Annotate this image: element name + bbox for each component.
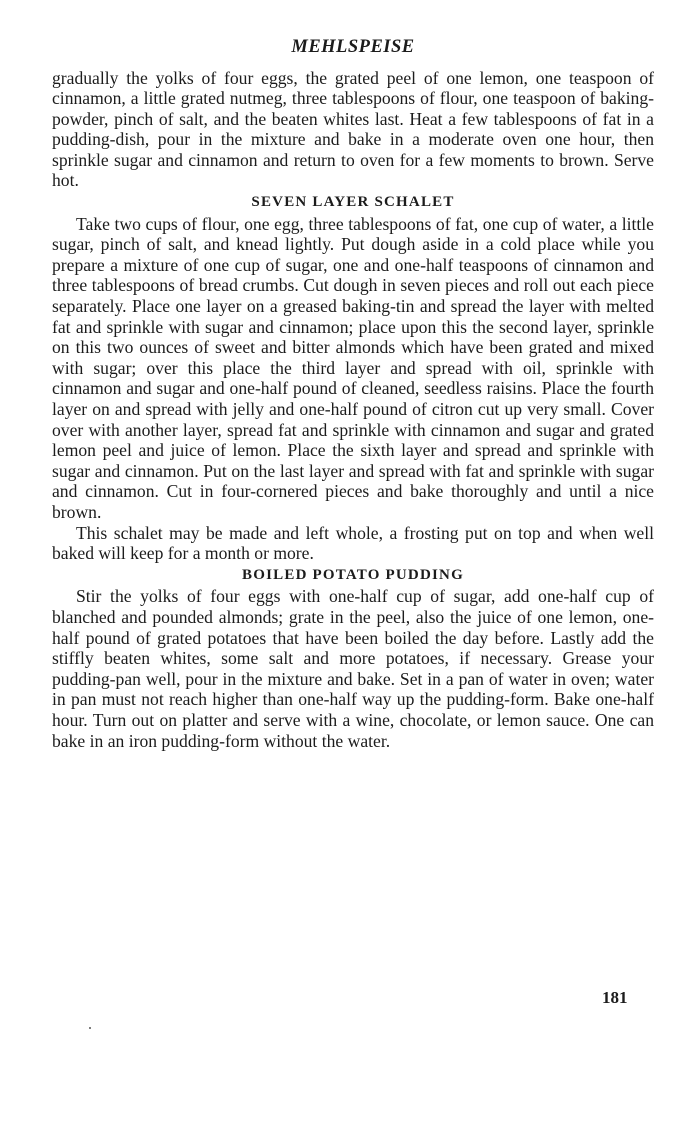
ink-speck [89, 1027, 91, 1029]
recipe-paragraph: This schalet may be made and left whole, a frosting put on top and when well baked will keep for a month or more. [52, 522, 654, 564]
recipe-title-seven-layer-schalet: SEVEN LAYER SCHALET [251, 194, 455, 211]
book-page [52, 38, 654, 751]
page-number: 181 [602, 988, 628, 1007]
recipe-paragraph: Take two cups of flour, one egg, three tablespoons of fat, one cup of water, a little sugar, pinch of salt, and knead lightly. Put dough aside in a cold place while you prepare a mixture of one cup of sugar, one and one-half teaspoons of cinnamon and three tablespoons of bread crumbs. Cut dough in seven pieces and roll out each piece separately. Place one layer on a greased baking-tin and spread the layer with melted fat and sprinkle with sugar and cinnamon; place upon this the second layer, sprinkle on this two ounces of sweet and bitter almonds which have been grated and mixed with sugar; over this place the third layer and spread with oil, sprinkle with cinnamon and sugar and one-half pound of cleaned, seedless raisins. Place the fourth layer on and spread with jelly and one-half pound of citron cut up very small. Cover over with another layer, spread fat and sprinkle with cinnamon and sugar and grated lemon peel and juice of lemon. Place the sixth layer and spread and sprinkle with sugar and cinnamon. Put on the last layer and spread with fat and sprinkle with sugar and cinnamon. Cut in four-cornered pieces and bake thoroughly and until a nice brown. [52, 213, 654, 522]
recipe-paragraph: Stir the yolks of four eggs with one-half cup of sugar, add one-half cup of blanched and pounded almonds; grate in the peel, also the juice of one lemon, one-half pound of grated potatoes that have been boiled the day before. Lastly add the stiffly beaten whites, some salt and more potatoes, if necessary. Grease your pudding-pan well, pour in the mixture and bake. Set in a pan of water in oven; water in pan must not reach higher than one-half way up the pudding-form. Bake one-half hour. Turn out on platter and serve with a wine, chocolate, or lemon sauce. One can bake in an iron pudding-form without the water. [52, 586, 654, 751]
continued-paragraph: gradually the yolks of four eggs, the grated peel of one lemon, one teaspoon of cinnamon, a little grated nutmeg, three tablespoons of flour, one teaspoon of baking-powder, pinch of salt, and the beaten whites last. Heat a few tablespoons of fat in a pudding-dish, pour in the mixture and bake in a moderate oven one hour, then sprinkle sugar and cinnamon and return to oven for a few moments to brown. Serve hot. [52, 67, 654, 191]
running-head: MEHLSPEISE [291, 37, 415, 57]
recipe-title-boiled-potato-pudding: BOILED POTATO PUDDING [242, 566, 464, 583]
